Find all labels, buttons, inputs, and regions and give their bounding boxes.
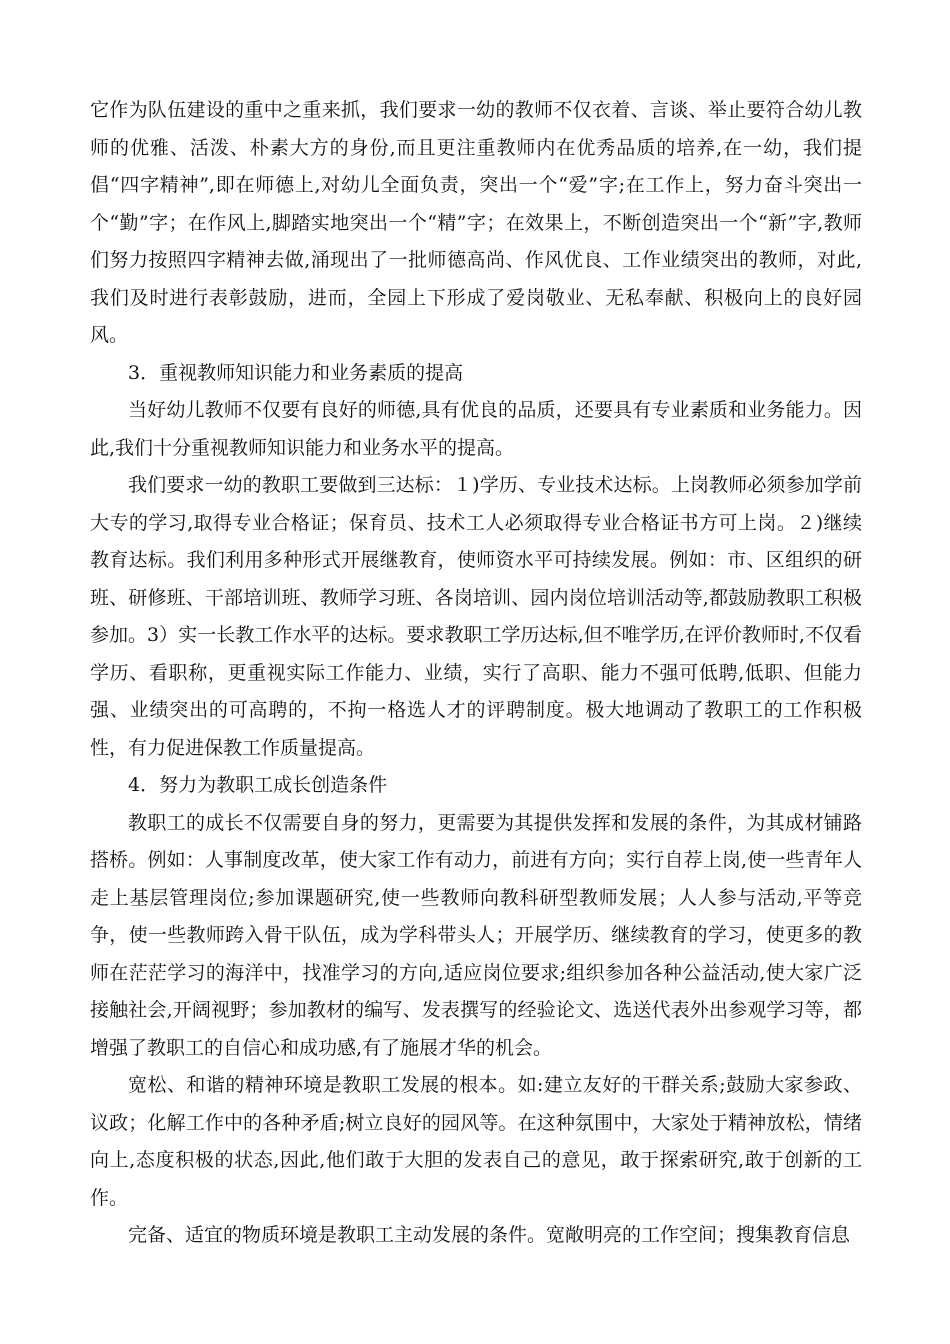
section-heading-4: 4．努力为教职工成长创造条件 bbox=[128, 774, 388, 796]
paragraph-spiritual-environment: 宽松、和谐的精神环境是教职工发展的根本。如:建立友好的干群关系;鼓励大家参政、议政；化解工作中的各种矛盾;树立良好的园风等。在这种氛围中，大家处于精神放松，情绪向上,态度积极的状态,因此,他们敢于大胆的发表自己的意见，敢于探索研究,敢于创新的工作。 bbox=[90, 1074, 862, 1209]
paragraph-continuation: 它作为队伍建设的重中之重来抓，我们要求一幼的教师不仅衣着、言谈、举止要符合幼儿教师的优雅、活泼、朴素大方的身份,而且更注重教师内在优秀品质的培养,在一幼，我们提倡“四字精神”,即在师德上,对幼儿全面负责，突出一个“爱”字;在工作上，努力奋斗突出一个“勤”字；在作风上,脚踏实地突出一个“精”字；在效果上，不断创造突出一个“新”字,教师们努力按照四字精神去做,涌现出了一批师德高尚、作风优良、工作业绩突出的教师，对此,我们及时进行表彰鼓励，进而，全园上下形成了爱岗敬业、无私奉献、积极向上的良好园风。 bbox=[90, 99, 862, 346]
paragraph-three-standards: 我们要求一幼的教职工要做到三达标：１)学历、专业技术达标。上岗教师必须参加学前大专的学习,取得专业合格证；保育员、技术工人必须取得专业合格证书方可上岗。２)继续教育达标。我们利用多种形式开展继教育，使师资水平可持续发展。例如：市、区组织的研班、研修班、干部培训班、教师学习班、各岗培训、园内岗位培训活动等,都鼓励教职工积极参加。3）实一长教工作水平的达标。要求教职工学历达标,但不唯学历,在评价教师时,不仅看学历、看职称，更重视实际工作能力、业绩，实行了高职、能力不强可低聘,低职、但能力强、业绩突出的可高聘的，不拘一格选人才的评聘制度。极大地调动了教职工的工作积极性，有力促进保教工作质量提高。 bbox=[90, 474, 862, 759]
section-heading-3: 3．重视教师知识能力和业务素质的提高 bbox=[128, 361, 464, 384]
paragraph-teacher-quality: 当好幼儿教师不仅要有良好的师德,具有优良的品质，还要具有专业素质和业务能力。因此,我们十分重视教师知识能力和业务水平的提高。 bbox=[90, 399, 862, 459]
paragraph-material-environment: 完备、适宜的物质环境是教职工主动发展的条件。宽敞明亮的工作空间；搜集教育信息 bbox=[128, 1224, 851, 1246]
document-page bbox=[90, 92, 862, 1255]
paragraph-growth-conditions: 教职工的成长不仅需要自身的努力，更需要为其提供发挥和发展的条件，为其成材铺路搭桥。例如：人事制度改革，使大家工作有动力，前进有方向；实行自荐上岗,使一些青年人走上基层管理岗位;参加课题研究,使一些教师向教科研型教师发展；人人参与活动,平等竞争，使一些教师跨入骨干队伍，成为学科带头人；开展学历、继续教育的学习，使更多的教师在茫茫学习的海洋中，找准学习的方向,适应岗位要求;组织参加各种公益活动,使大家广泛接触社会,开阔视野；参加教材的编写、发表撰写的经验论文、选送代表外出参观学习等，都增强了教职工的自信心和成功感,有了施展才华的机会。 bbox=[90, 811, 862, 1059]
